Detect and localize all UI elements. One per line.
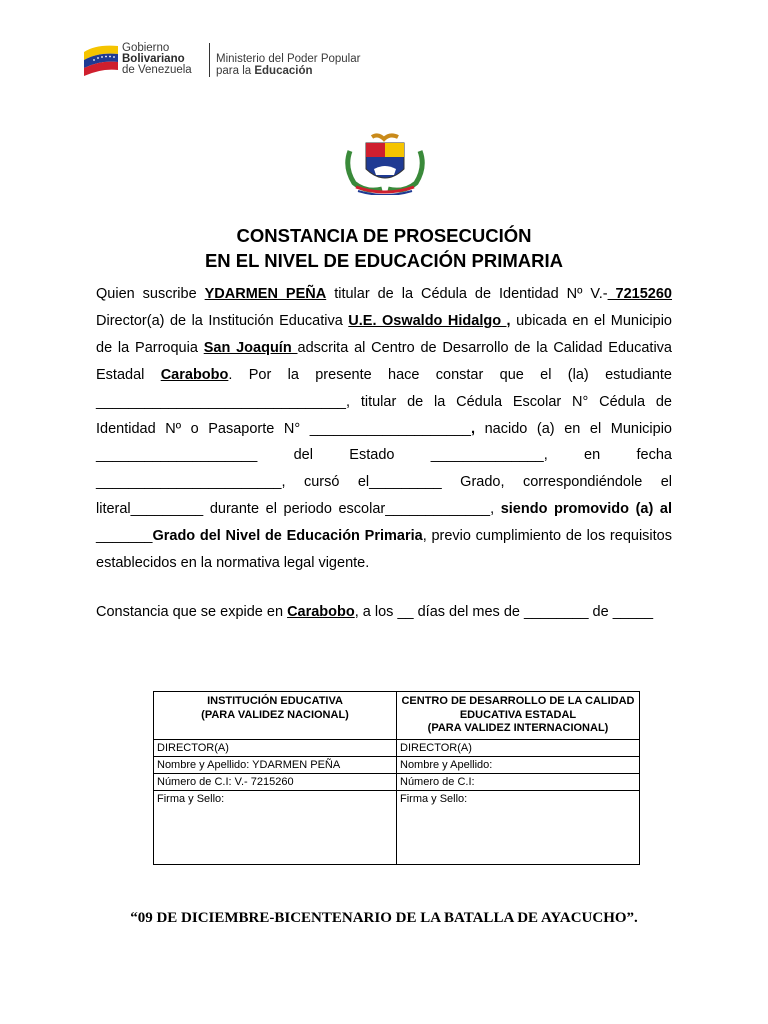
government-header — [82, 38, 382, 80]
director-id: 7215260 — [607, 286, 673, 302]
table-row — [154, 739, 640, 756]
ministry-line-2a: para la — [216, 65, 255, 77]
body-text-3: Director(a) de la Institución Educativa — [96, 312, 349, 329]
ministry-name — [216, 53, 360, 77]
venezuela-flag-icon — [82, 40, 120, 76]
school-header-title: INSTITUCIÓN EDUCATIVA — [207, 695, 343, 707]
school-signature-cell: Firma y Sello: — [154, 790, 397, 864]
issued-text-2: , a los __ días del mes de ________ de _____ — [354, 604, 654, 620]
body-comma: , — [471, 420, 476, 437]
bicentennial-footer: “09 DE DICIEMBRE-BICENTENARIO DE LA BATALLA DE AYACUCHO”. — [130, 910, 638, 926]
center-column-header — [397, 692, 640, 740]
certificate-body — [96, 281, 672, 577]
table-row — [154, 773, 640, 790]
school-name-cell: Nombre y Apellido: YDARMEN PEÑA — [154, 756, 397, 773]
body-text-5: adscrita al Centro de Desarrollo de la Calidad Educativa Estadal — [96, 339, 672, 383]
body-text-8: _______ — [96, 528, 153, 545]
gov-line-2: Bolivariano — [122, 53, 185, 65]
school-director-cell: DIRECTOR(A) — [154, 739, 397, 756]
state-name: Carabobo — [160, 366, 229, 383]
coat-of-arms-icon — [342, 133, 428, 195]
gov-line-3: de Venezuela — [122, 64, 192, 76]
parish-name: San Joaquín — [203, 339, 298, 356]
body-text-2: titular de la Cédula de Identidad Nº V.- — [326, 286, 608, 302]
gov-line-1: Gobierno — [122, 42, 170, 54]
body-text-7: nacido (a) en el Municipio ____________________ del Estado ______________, en fecha _______________________, cursó el_________ Grado, correspondiéndole el literal_________ durante el periodo escolar_____________, — [96, 420, 672, 518]
center-id-cell: Número de C.I: — [397, 773, 640, 790]
document-title-line-1: CONSTANCIA DE PROSECUCIÓN — [236, 225, 532, 246]
center-director-cell: DIRECTOR(A) — [397, 739, 640, 756]
government-name — [122, 43, 192, 76]
signature-table — [153, 691, 640, 865]
issued-statement — [96, 598, 672, 626]
center-name-cell: Nombre y Apellido: — [397, 756, 640, 773]
center-header-title: CENTRO DE DESARROLLO DE LA CALIDAD EDUCATIVA ESTADAL — [401, 695, 635, 721]
center-signature-cell: Firma y Sello: — [397, 790, 640, 864]
header-divider — [209, 43, 210, 77]
promoted-label: siendo promovido (a) al — [500, 501, 673, 518]
table-row — [154, 790, 640, 864]
body-text-6: . Por la presente hace constar que el (la) estudiante _______________________________, titular de la Cédula Escolar N° Cédula de Identidad Nº o Pasaporte N° ____________________ — [96, 366, 672, 437]
center-header-validity: (PARA VALIDEZ INTERNACIONAL) — [427, 722, 609, 734]
school-header-validity: (PARA VALIDEZ NACIONAL) — [201, 708, 349, 721]
issued-place: Carabobo — [287, 604, 355, 620]
issued-text-1: Constancia que se expide en — [96, 604, 288, 620]
school-column-header — [154, 692, 397, 740]
school-id-cell: Número de C.I: V.- 7215260 — [154, 773, 397, 790]
document-title-line-2: EN EL NIVEL DE EDUCACIÓN PRIMARIA — [204, 250, 564, 271]
director-name: YDARMEN PEÑA — [204, 286, 327, 302]
ministry-line-1: Ministerio del Poder Popular — [216, 53, 361, 65]
grade-label: Grado del Nivel de Educación Primaria — [152, 528, 423, 545]
body-text-4: ubicada en el Municipio de la Parroquia — [96, 312, 672, 356]
ministry-line-2b: Educación — [254, 65, 313, 77]
body-text-9: , previo cumplimiento de los requisitos establecidos en la normativa legal vigente. — [96, 528, 672, 572]
body-text-1: Quien suscribe — [96, 286, 205, 302]
table-row — [154, 756, 640, 773]
school-name: U.E. Oswaldo Hidalgo , — [348, 312, 511, 329]
table-header-row — [154, 692, 640, 740]
